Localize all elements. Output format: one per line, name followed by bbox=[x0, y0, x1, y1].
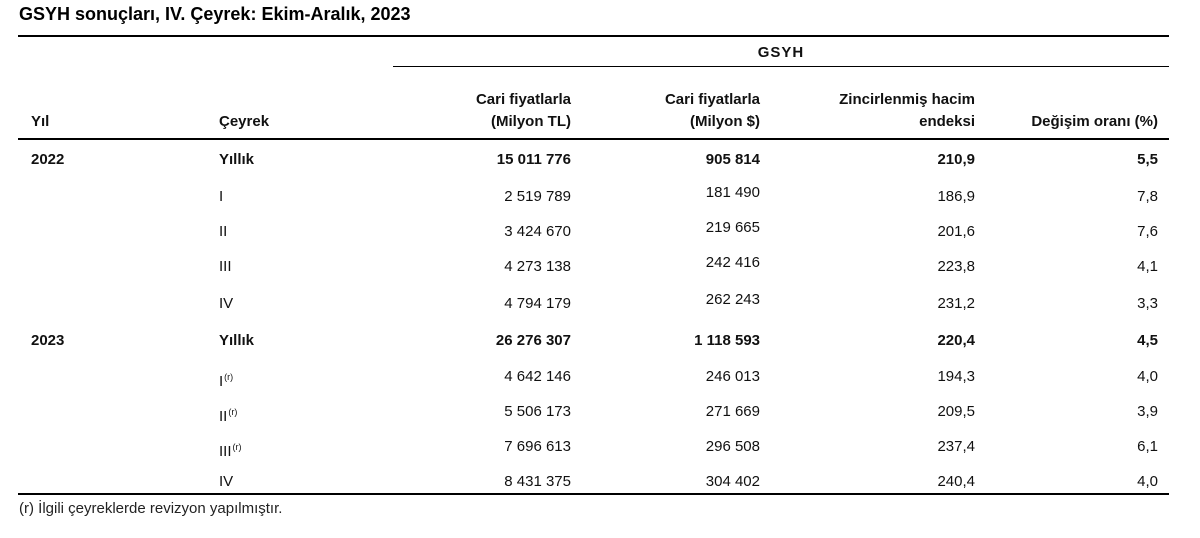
cell-ceyrek bbox=[219, 257, 232, 277]
column-header-hacim bbox=[780, 89, 975, 133]
cell-cari-usd: 905 814 bbox=[705, 151, 760, 168]
column-header-hacim-line1: Zincirlenmiş hacim bbox=[839, 91, 975, 108]
table-row bbox=[0, 331, 1200, 361]
cell-cari-tl: 15 011 776 bbox=[496, 151, 571, 168]
column-header-cari-usd-line2: (Milyon $) bbox=[690, 113, 760, 130]
cell-ceyrek bbox=[219, 437, 242, 462]
cell-cari-tl: 8 431 375 bbox=[504, 473, 571, 490]
cell-hacim: 220,4 bbox=[937, 332, 975, 349]
table-row bbox=[0, 254, 1200, 287]
cell-ceyrek-label: II bbox=[219, 223, 228, 240]
footnote: (r) İlgili çeyreklerde revizyon yapılmıştır. bbox=[19, 500, 283, 517]
cell-cari-tl: 4 273 138 bbox=[504, 258, 571, 275]
table-row bbox=[0, 402, 1200, 432]
cell-degisim: 4,0 bbox=[1137, 473, 1158, 490]
cell-degisim: 4,1 bbox=[1137, 258, 1158, 275]
header-rule bbox=[18, 138, 1169, 140]
cell-degisim: 7,6 bbox=[1137, 223, 1158, 240]
cell-cari-usd: 304 402 bbox=[705, 473, 760, 490]
table-row bbox=[0, 291, 1200, 324]
table-row bbox=[0, 367, 1200, 397]
group-header-rule bbox=[393, 66, 1169, 67]
cell-hacim: 186,9 bbox=[937, 188, 975, 205]
revision-marker: (r) bbox=[224, 372, 234, 382]
cell-hacim: 194,3 bbox=[937, 368, 975, 385]
cell-cari-tl: 4 642 146 bbox=[504, 368, 571, 385]
cell-hacim: 209,5 bbox=[937, 403, 975, 420]
cell-cari-usd: 271 669 bbox=[705, 403, 760, 420]
cell-hacim: 223,8 bbox=[937, 258, 975, 275]
cell-ceyrek bbox=[219, 294, 233, 314]
cell-ceyrek bbox=[219, 187, 223, 207]
cell-cari-usd: 296 508 bbox=[705, 438, 760, 455]
cell-cari-usd: 246 013 bbox=[705, 368, 760, 385]
cell-cari-usd: 219 665 bbox=[705, 219, 760, 236]
cell-degisim: 5,5 bbox=[1137, 151, 1158, 168]
table-row bbox=[0, 219, 1200, 252]
cell-ceyrek-label: IV bbox=[219, 295, 234, 312]
table-row bbox=[0, 184, 1200, 217]
cell-cari-usd: 181 490 bbox=[705, 184, 760, 201]
column-header-cari-tl-line1: Cari fiyatlarla bbox=[475, 91, 571, 108]
cell-ceyrek bbox=[219, 402, 237, 427]
cell-cari-usd: 242 416 bbox=[705, 254, 760, 271]
table-row bbox=[0, 150, 1200, 180]
cell-ceyrek-label: I bbox=[219, 373, 224, 390]
cell-yil: 2023 bbox=[31, 332, 65, 349]
cell-cari-usd: 1 118 593 bbox=[694, 332, 760, 349]
table-row bbox=[0, 472, 1200, 502]
cell-ceyrek bbox=[219, 367, 233, 392]
cell-degisim: 7,8 bbox=[1137, 188, 1158, 205]
column-header-cari-usd-line1: Cari fiyatlarla bbox=[664, 91, 760, 108]
cell-degisim: 4,0 bbox=[1137, 368, 1158, 385]
cell-ceyrek-label: Yıllık bbox=[219, 151, 255, 168]
cell-ceyrek bbox=[219, 331, 254, 351]
column-header-cari-usd bbox=[580, 89, 760, 133]
revision-marker: (r) bbox=[228, 407, 238, 417]
table-title: GSYH sonuçları, IV. Çeyrek: Ekim-Aralık, 2023 bbox=[19, 4, 411, 24]
cell-cari-tl: 3 424 670 bbox=[504, 223, 571, 240]
cell-hacim: 231,2 bbox=[937, 295, 975, 312]
cell-ceyrek-label: IV bbox=[219, 473, 234, 490]
bottom-rule bbox=[18, 493, 1169, 495]
column-header-degisim: Değişim oranı (%) bbox=[1031, 113, 1158, 130]
cell-ceyrek-label: III bbox=[219, 443, 232, 460]
cell-cari-tl: 2 519 789 bbox=[504, 188, 571, 205]
cell-ceyrek-label: Yıllık bbox=[219, 332, 255, 349]
top-rule bbox=[18, 35, 1169, 37]
cell-degisim: 3,3 bbox=[1137, 295, 1158, 312]
column-header-hacim-line2: endeksi bbox=[919, 113, 975, 130]
cell-cari-tl: 26 276 307 bbox=[495, 332, 571, 349]
revision-marker: (r) bbox=[232, 442, 242, 452]
cell-ceyrek bbox=[219, 222, 227, 242]
column-header-cari-tl bbox=[400, 89, 571, 133]
cell-ceyrek bbox=[219, 472, 233, 492]
cell-hacim: 237,4 bbox=[937, 438, 975, 455]
cell-degisim: 6,1 bbox=[1137, 438, 1158, 455]
cell-ceyrek bbox=[219, 150, 254, 170]
group-header-gsyh: GSYH bbox=[757, 44, 805, 61]
cell-hacim: 201,6 bbox=[937, 223, 975, 240]
cell-hacim: 240,4 bbox=[937, 473, 975, 490]
cell-ceyrek-label: II bbox=[219, 408, 228, 425]
cell-cari-tl: 5 506 173 bbox=[504, 403, 571, 420]
column-header-yil: Yıl bbox=[31, 113, 50, 130]
cell-hacim: 210,9 bbox=[937, 151, 975, 168]
table-row bbox=[0, 437, 1200, 467]
cell-ceyrek-label: III bbox=[219, 258, 232, 275]
cell-degisim: 3,9 bbox=[1137, 403, 1158, 420]
cell-yil: 2022 bbox=[31, 151, 65, 168]
cell-cari-tl: 7 696 613 bbox=[504, 438, 571, 455]
cell-ceyrek-label: I bbox=[219, 188, 224, 205]
cell-cari-tl: 4 794 179 bbox=[504, 295, 571, 312]
column-header-ceyrek: Çeyrek bbox=[219, 113, 270, 130]
column-header-cari-tl-line2: (Milyon TL) bbox=[491, 113, 571, 130]
cell-cari-usd: 262 243 bbox=[705, 291, 760, 308]
cell-degisim: 4,5 bbox=[1137, 332, 1158, 349]
